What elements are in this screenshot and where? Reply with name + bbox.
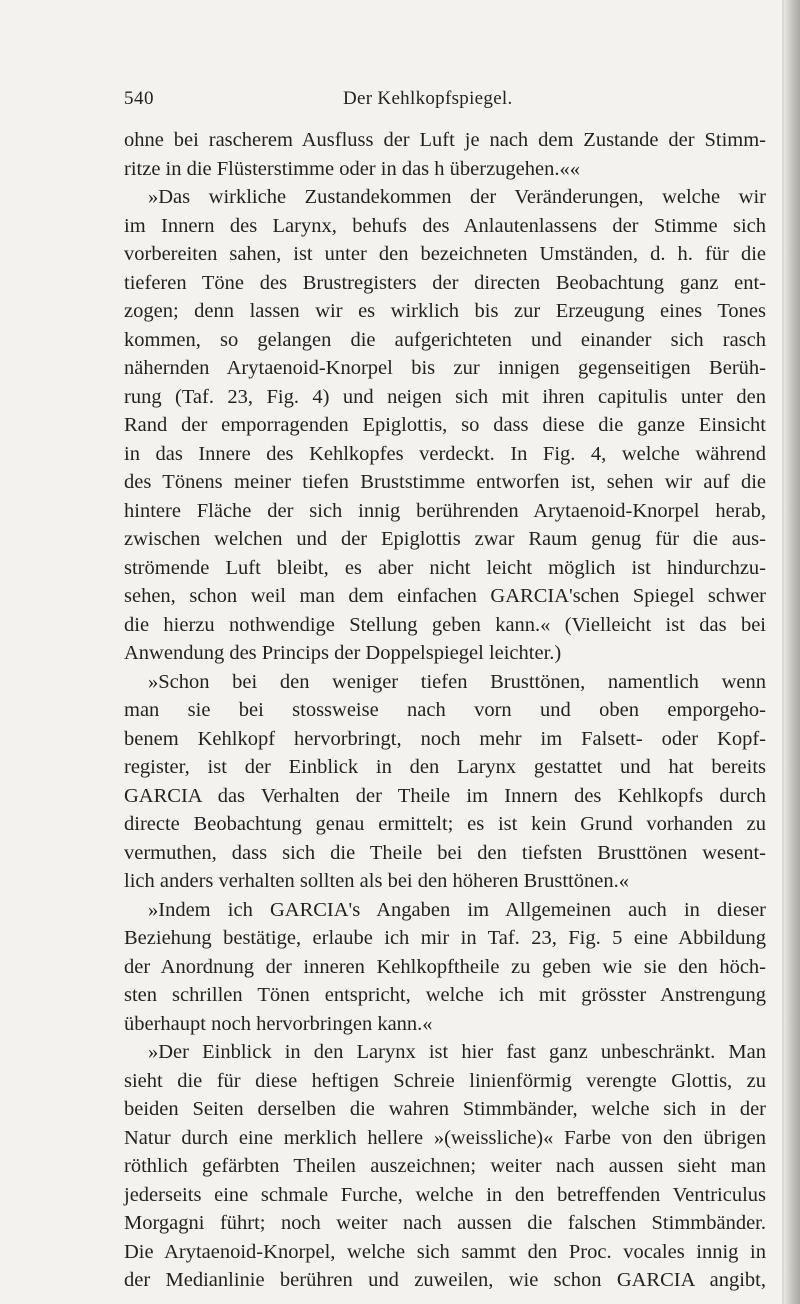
text-line: sehen, schon weil man dem einfachen GARCIA'schen Spiegel schwer	[124, 585, 766, 607]
text-line: sten schrillen Tönen entspricht, welche ich mit grösster Anstrengung	[124, 984, 766, 1006]
text-line: »Schon bei den weniger tiefen Brusttönen, namentlich wenn	[148, 670, 766, 693]
body-text	[124, 126, 766, 1295]
text-line: zogen; denn lassen wir es wirklich bis zur Erzeugung eines Tones	[124, 300, 766, 322]
text-line: im Innern des Larynx, behufs des Anlautenlassens der Stimme sich	[124, 214, 766, 237]
text-line: Morgagni führt; noch weiter nach aussen die falschen Stimmbänder.	[124, 1212, 766, 1234]
running-head	[124, 88, 764, 116]
text-line: kommen, so gelangen die aufgerichteten und einander sich rasch	[124, 328, 766, 351]
text-line: nähernden Arytaenoid-Knorpel bis zur innigen gegenseitigen Berüh-	[124, 357, 766, 379]
text-line: GARCIA das Verhalten der Theile im Innern des Kehlkopfs durch	[124, 784, 766, 807]
text-line: tieferen Töne des Brustregisters der directen Beobachtung ganz ent-	[124, 271, 766, 294]
text-line: »Der Einblick in den Larynx ist hier fast ganz unbeschränkt. Man	[148, 1041, 766, 1063]
text-line: beiden Seiten derselben die wahren Stimmbänder, welche sich in der	[124, 1098, 766, 1120]
text-line: vorbereiten sahen, ist unter den bezeichneten Umständen, d. h. für die	[124, 243, 766, 265]
text-line: der Anordnung der inneren Kehlkopftheile zu geben wie sie den höch-	[124, 955, 766, 978]
text-line: des Tönens meiner tiefen Bruststimme entworfen ist, sehen wir auf die	[124, 471, 766, 493]
text-line: hintere Fläche der sich innig berührenden Arytaenoid-Knorpel herab,	[124, 499, 766, 522]
text-line: der Medianlinie berühren und zuweilen, wie schon GARCIA angibt,	[124, 1269, 766, 1291]
text-line: jederseits eine schmale Furche, welche in den betreffenden Ventriculus	[124, 1183, 766, 1206]
text-line: register, ist der Einblick in den Larynx gestattet und hat bereits	[124, 756, 766, 778]
page-number: 540	[124, 88, 154, 109]
text-line: sieht die für diese heftigen Schreie linienförmig verengte Glottis, zu	[124, 1069, 766, 1092]
text-line: in das Innere des Kehlkopfes verdeckt. In Fig. 4, welche während	[124, 442, 766, 465]
text-line: zwischen welchen und der Epiglottis zwar Raum genug für die aus-	[124, 528, 766, 550]
text-line: man sie bei stossweise nach vorn und oben emporgeho-	[124, 699, 766, 721]
text-line: röthlich gefärbten Theilen auszeichnen; weiter nach aussen sieht man	[124, 1155, 766, 1177]
text-line: vermuthen, dass sich die Theile bei den tiefsten Brusttönen wesent-	[124, 841, 766, 864]
page-edge	[784, 0, 800, 1304]
text-line: »Indem ich GARCIA's Angaben im Allgemeinen auch in dieser	[148, 898, 766, 921]
text-line: »Das wirkliche Zustandekommen der Veränderungen, welche wir	[148, 186, 766, 208]
text-line: Anwendung des Princips der Doppelspiegel leichter.)	[124, 642, 562, 664]
text-line: die hierzu nothwendige Stellung geben kann.« (Vielleicht ist das bei	[124, 613, 766, 636]
text-line: Rand der emporragenden Epiglottis, so dass diese die ganze Einsicht	[124, 414, 766, 436]
text-line: Natur durch eine merklich hellere »(weissliche)« Farbe von den übrigen	[124, 1126, 766, 1149]
text-line: Beziehung bestätige, erlaube ich mir in Taf. 23, Fig. 5 eine Abbildung	[124, 927, 766, 949]
text-line: strömende Luft bleibt, es aber nicht leicht möglich ist hindurchzu-	[124, 556, 766, 579]
text-line: Die Arytaenoid-Knorpel, welche sich sammt den Proc. vocales innig in	[124, 1240, 766, 1263]
text-line: directe Beobachtung genau ermittelt; es ist kein Grund vorhanden zu	[124, 813, 766, 835]
text-line: ohne bei rascherem Ausfluss der Luft je nach dem Zustande der Stimm-	[124, 129, 766, 151]
text-line: lich anders verhalten sollten als bei den höheren Brusttönen.«	[124, 870, 629, 892]
running-title: Der Kehlkopfspiegel.	[343, 88, 513, 109]
text-line: rung (Taf. 23, Fig. 4) und neigen sich mit ihren capitulis unter den	[124, 385, 766, 408]
text-line: benem Kehlkopf hervorbringt, noch mehr im Falsett- oder Kopf-	[124, 727, 766, 750]
text-line: ritze in die Flüsterstimme oder in das h überzugehen.««	[124, 157, 581, 180]
text-line: überhaupt noch hervorbringen kann.«	[124, 1012, 433, 1035]
